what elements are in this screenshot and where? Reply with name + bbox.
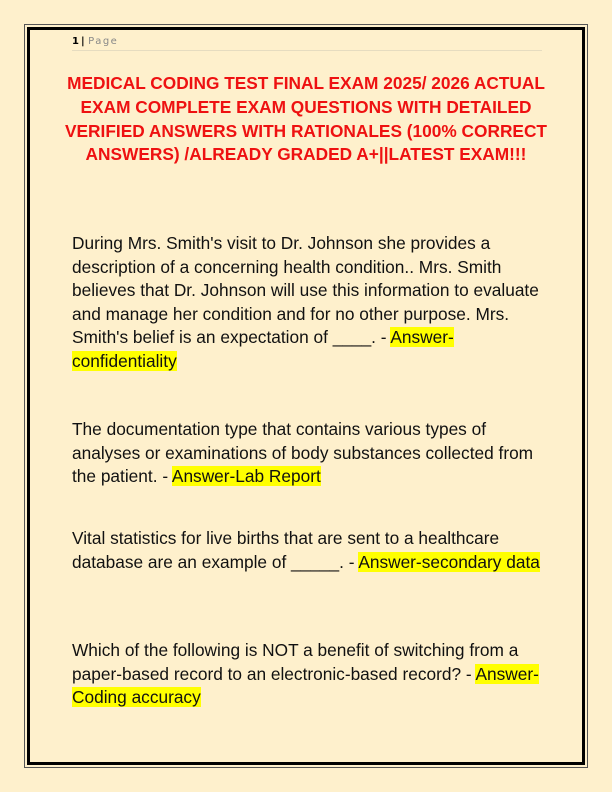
answer-highlight: Answer-Lab Report xyxy=(171,466,321,487)
page-number: 1 xyxy=(72,36,79,47)
page-label: Page xyxy=(88,36,119,47)
answer-highlight: Answer-confidentiality xyxy=(72,327,454,371)
answer-highlight: Answer-Coding accuracy xyxy=(72,663,539,708)
document-title: MEDICAL CODING TEST FINAL EXAM 2025/ 2026 ACTUAL EXAM COMPLETE EXAM QUESTIONS WITH DETAILED VERIFIED ANSWERS WITH RATIONALES (100% CORRECT ANSWERS) /ALREADY GRADED A+||LATEST EXAM!!! xyxy=(65,73,547,165)
page-header xyxy=(72,36,542,51)
qa-item xyxy=(72,418,552,489)
qa-item xyxy=(72,232,552,374)
qa-item xyxy=(72,527,552,574)
answer-highlight: Answer-secondary data xyxy=(358,551,540,572)
question-text: The documentation type that contains various types of analyses or examinations of body substances collected from the patient. - xyxy=(72,419,534,487)
question-text: Which of the following is NOT a benefit of switching from a paper-based record to an electronic-based record? - xyxy=(72,640,519,684)
qa-item xyxy=(72,639,552,710)
question-text: During Mrs. Smith's visit to Dr. Johnson she provides a description of a concerning health condition.. Mrs. Smith believes that Dr. Johnson will use this information to evaluate and manage her condition and for no other purpose. Mrs. Smith's belief is an expectation of ____. - xyxy=(72,233,539,348)
question-text: Vital statistics for live births that are sent to a healthcare database are an example of _____. - xyxy=(72,528,500,572)
header-separator: | xyxy=(80,36,87,47)
